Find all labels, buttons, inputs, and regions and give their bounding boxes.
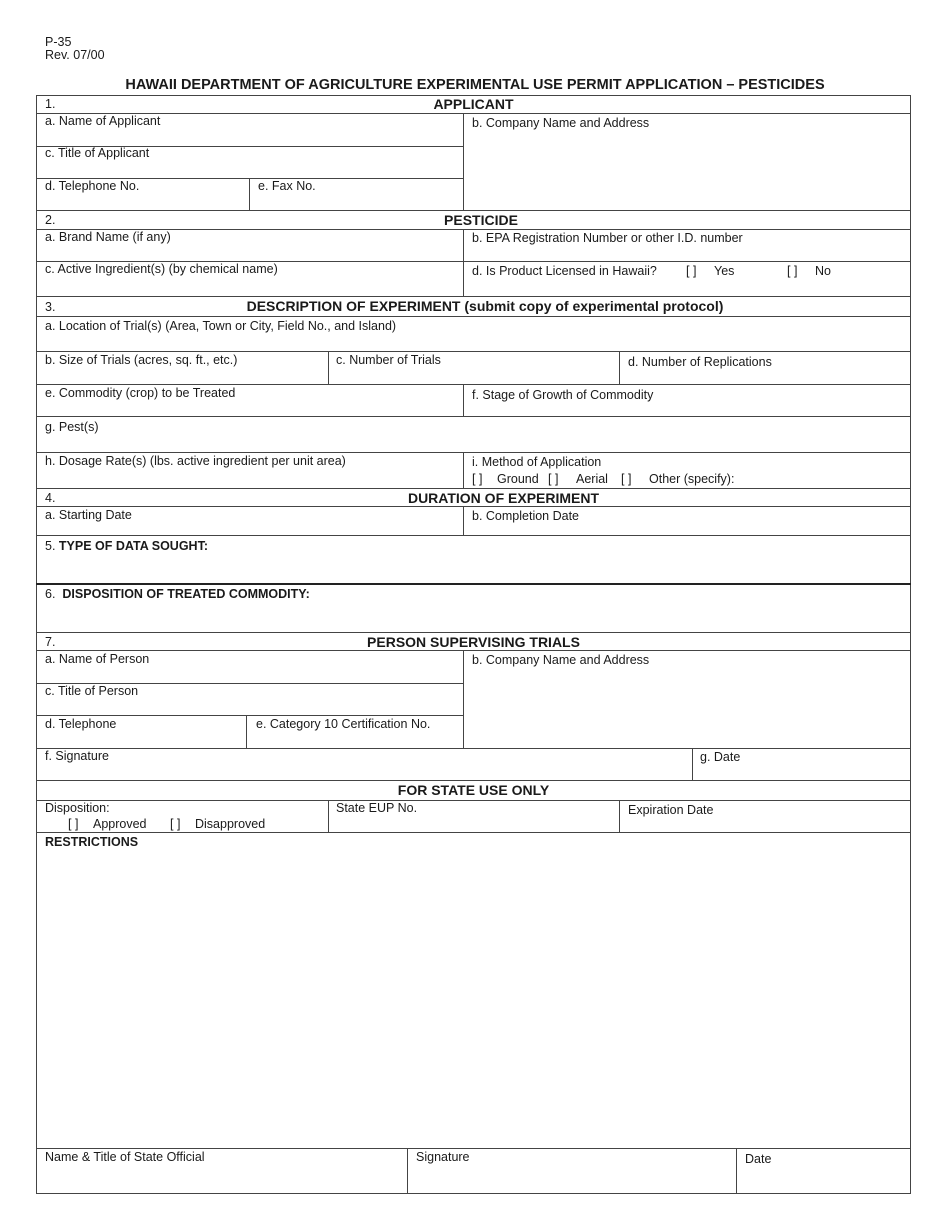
- number-of-trials-label: c. Number of Trials: [336, 353, 441, 367]
- other-checkbox[interactable]: [ ]: [621, 472, 632, 486]
- completion-date-label: b. Completion Date: [472, 509, 580, 523]
- growth-stage-label: f. Stage of Growth of Commodity: [472, 388, 654, 402]
- applicant-company-label: b. Company Name and Address: [472, 116, 650, 130]
- applicant-telephone-label: d. Telephone No.: [45, 179, 140, 193]
- aerial-checkbox[interactable]: [ ]: [548, 472, 559, 486]
- disapproved-label: Disapproved: [195, 817, 266, 831]
- supervisor-name-label: a. Name of Person: [45, 652, 150, 666]
- section-5-title: TYPE OF DATA SOUGHT:: [58, 539, 208, 553]
- signature-field[interactable]: [37, 749, 692, 780]
- rule: [463, 113, 464, 210]
- section-7-title: PERSON SUPERVISING TRIALS: [367, 634, 580, 650]
- application-method-label: i. Method of Application: [472, 455, 602, 469]
- licensed-no-label: No: [815, 264, 831, 278]
- form-number: P-35: [45, 35, 72, 49]
- certification-number-label: e. Category 10 Certification No.: [256, 717, 431, 731]
- active-ingredient-label: c. Active Ingredient(s) (by chemical name): [45, 262, 278, 276]
- commodity-label: e. Commodity (crop) to be Treated: [45, 386, 236, 400]
- section-6-title: DISPOSITION OF TREATED COMMODITY:: [62, 587, 310, 601]
- aerial-label: Aerial: [576, 472, 608, 486]
- data-sought-label: [45, 539, 208, 554]
- state-date-label: Date: [745, 1152, 772, 1166]
- disposition-label: Disposition:: [45, 801, 110, 815]
- state-signature-label: Signature: [416, 1150, 470, 1164]
- ground-checkbox[interactable]: [ ]: [472, 472, 483, 486]
- section-2-title: PESTICIDE: [444, 212, 518, 228]
- rule: [463, 452, 464, 488]
- restrictions-field[interactable]: [37, 833, 910, 1148]
- section-7-number: 7.: [45, 635, 56, 649]
- ground-label: Ground: [497, 472, 539, 486]
- signature-date-label: g. Date: [700, 750, 741, 764]
- signature-label: f. Signature: [45, 749, 109, 763]
- trial-size-label: b. Size of Trials (acres, sq. ft., etc.): [45, 353, 238, 367]
- trial-location-label: a. Location of Trial(s) (Area, Town or City, Field No., and Island): [45, 319, 397, 333]
- supervisor-telephone-label: d. Telephone: [45, 717, 117, 731]
- pests-label: g. Pest(s): [45, 420, 99, 434]
- restrictions-label: RESTRICTIONS: [45, 835, 139, 849]
- approved-label: Approved: [93, 817, 147, 831]
- replications-label: d. Number of Replications: [628, 355, 772, 369]
- rule: [36, 296, 911, 297]
- state-official-label: Name & Title of State Official: [45, 1150, 205, 1164]
- eup-number-label: State EUP No.: [336, 801, 418, 815]
- supervisor-title-label: c. Title of Person: [45, 684, 139, 698]
- rule: [36, 488, 911, 489]
- pests-field[interactable]: [37, 417, 910, 452]
- disapproved-checkbox[interactable]: [ ]: [170, 817, 181, 831]
- section-2-number: 2.: [45, 213, 56, 227]
- licensed-yes-checkbox[interactable]: [ ]: [686, 264, 697, 278]
- licensed-no-checkbox[interactable]: [ ]: [787, 264, 798, 278]
- applicant-fax-label: e. Fax No.: [258, 179, 316, 193]
- other-label: Other (specify):: [649, 472, 735, 486]
- section-4-title: DURATION OF EXPERIMENT: [407, 490, 600, 506]
- section-1-number: 1.: [45, 97, 56, 111]
- section-6-number: 6.: [45, 587, 56, 601]
- rule: [36, 210, 911, 211]
- state-use-title: FOR STATE USE ONLY: [397, 782, 550, 798]
- supervisor-company-label: b. Company Name and Address: [472, 653, 650, 667]
- section-3-title: DESCRIPTION OF EXPERIMENT (submit copy of experimental protocol): [246, 298, 724, 314]
- approved-checkbox[interactable]: [ ]: [68, 817, 79, 831]
- rule: [36, 632, 911, 633]
- dosage-rate-label: h. Dosage Rate(s) (lbs. active ingredient per unit area): [45, 454, 346, 468]
- section-5-number: 5.: [45, 539, 56, 553]
- epa-number-label: b. EPA Registration Number or other I.D. number: [472, 231, 743, 245]
- brand-name-label: a. Brand Name (if any): [45, 230, 171, 244]
- licensed-yes-label: Yes: [714, 264, 735, 278]
- page-title: HAWAII DEPARTMENT OF AGRICULTURE EXPERIMENTAL USE PERMIT APPLICATION – PESTICIDES: [125, 77, 825, 93]
- section-1-title: APPLICANT: [433, 96, 514, 112]
- frame-bottom: [36, 1193, 911, 1194]
- applicant-name-label: a. Name of Applicant: [45, 114, 161, 128]
- revision-date: Rev. 07/00: [45, 48, 105, 62]
- rule: [36, 780, 911, 781]
- section-4-number: 4.: [45, 491, 56, 505]
- applicant-title-label: c. Title of Applicant: [45, 146, 150, 160]
- section-3-number: 3.: [45, 300, 56, 314]
- expiration-date-label: Expiration Date: [628, 803, 714, 817]
- starting-date-label: a. Starting Date: [45, 508, 132, 522]
- licensed-label: d. Is Product Licensed in Hawaii?: [472, 264, 657, 278]
- treated-commodity-label: [45, 587, 310, 602]
